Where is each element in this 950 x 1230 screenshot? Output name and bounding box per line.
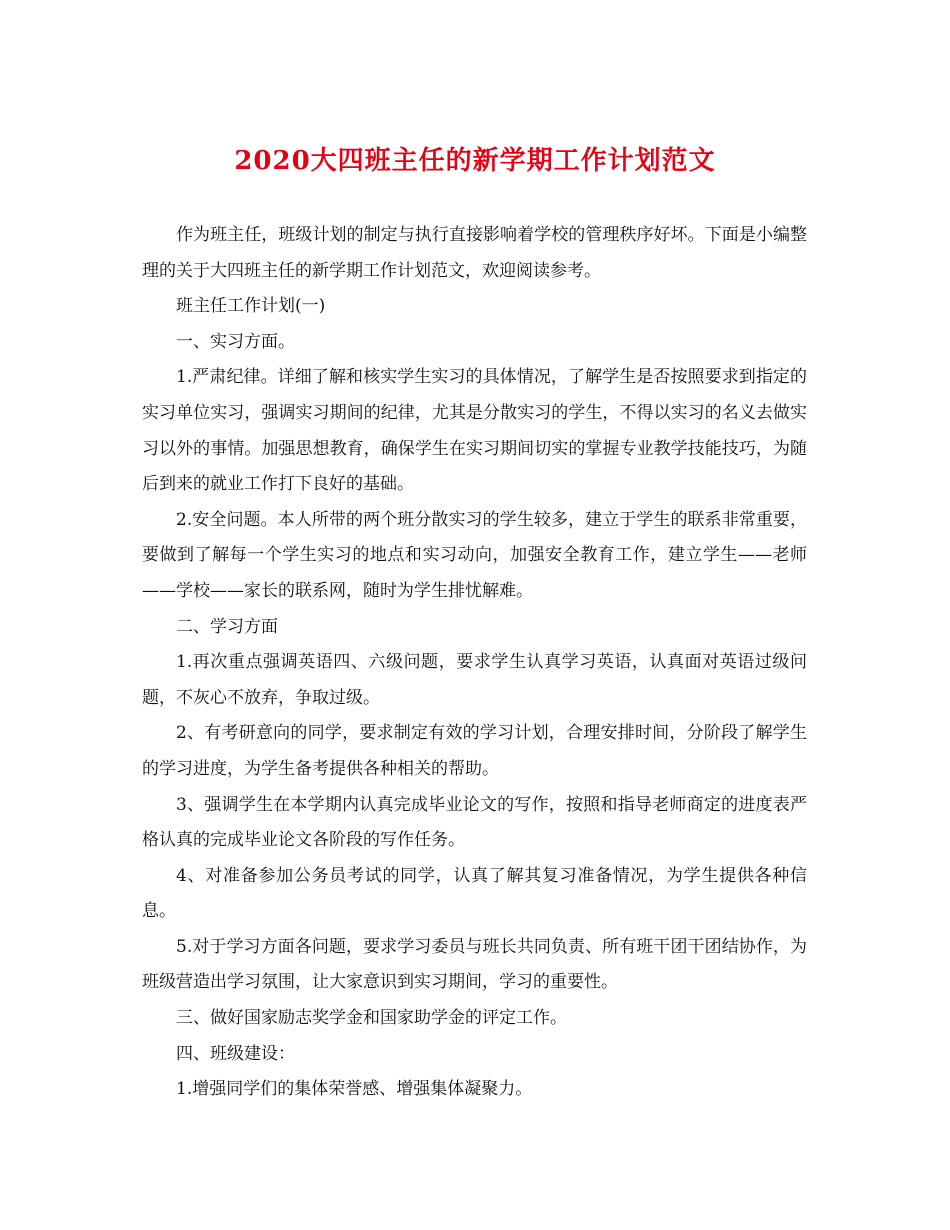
paragraph-english-exam: 1.再次重点强调英语四、六级问题，要求学生认真学习英语，认真面对英语过级问题，不灰心不放弃，争取过级。 — [142, 652, 807, 708]
paragraph-intro: 作为班主任，班级计划的制定与执行直接影响着学校的管理秩序好坏。下面是小编整理的关于大四班主任的新学期工作计划范文，欢迎阅读参考。 — [142, 225, 807, 281]
document-title: 2020大四班主任的新学期工作计划范文 — [234, 146, 716, 176]
paragraph-safety: 2.安全问题。本人所带的两个班分散实习的学生较多，建立于学生的联系非常重要，要做到了解每一个学生实习的地点和实习动向，加强安全教育工作，建立学生——老师——学校——家长的联系网，随时为学生排忧解难。 — [142, 509, 807, 601]
section-heading-class-building: 四、班级建设： — [176, 1043, 295, 1064]
section-heading-internship: 一、实习方面。 — [176, 331, 295, 352]
paragraph-plan-heading: 班主任工作计划(一) — [176, 296, 326, 317]
paragraph-civil-service: 4、对准备参加公务员考试的同学，认真了解其复习准备情况，为学生提供各种信息。 — [142, 865, 807, 922]
paragraph-study-cooperation: 5.对于学习方面各问题，要求学习委员与班长共同负责、所有班干团干团结协作，为班级营造出学习氛围，让大家意识到实习期间，学习的重要性。 — [142, 936, 807, 993]
paragraph-postgrad: 2、有考研意向的同学，要求制定有效的学习计划，合理安排时间，分阶段了解学生的学习进度，为学生备考提供各种相关的帮助。 — [142, 723, 807, 779]
paragraph-collective-honor: 1.增强同学们的集体荣誉感、增强集体凝聚力。 — [176, 1079, 533, 1100]
section-heading-study: 二、学习方面 — [176, 616, 278, 637]
section-heading-scholarship: 三、做好国家励志奖学金和国家助学金的评定工作。 — [176, 1008, 567, 1029]
paragraph-discipline: 1.严肃纪律。详细了解和核实学生实习的具体情况，了解学生是否按照要求到指定的实习单位实习，强调实习期间的纪律，尤其是分散实习的学生，不得以实习的名义去做实习以外的事情。加强思想教育，确保学生在实习期间切实的掌握专业教学技能技巧，为随后到来的就业工作打下良好的基础。 — [142, 367, 807, 495]
document-body — [142, 218, 807, 1108]
paragraph-thesis: 3、强调学生在本学期内认真完成毕业论文的写作，按照和指导老师商定的进度表严格认真的完成毕业论文各阶段的写作任务。 — [142, 794, 807, 851]
